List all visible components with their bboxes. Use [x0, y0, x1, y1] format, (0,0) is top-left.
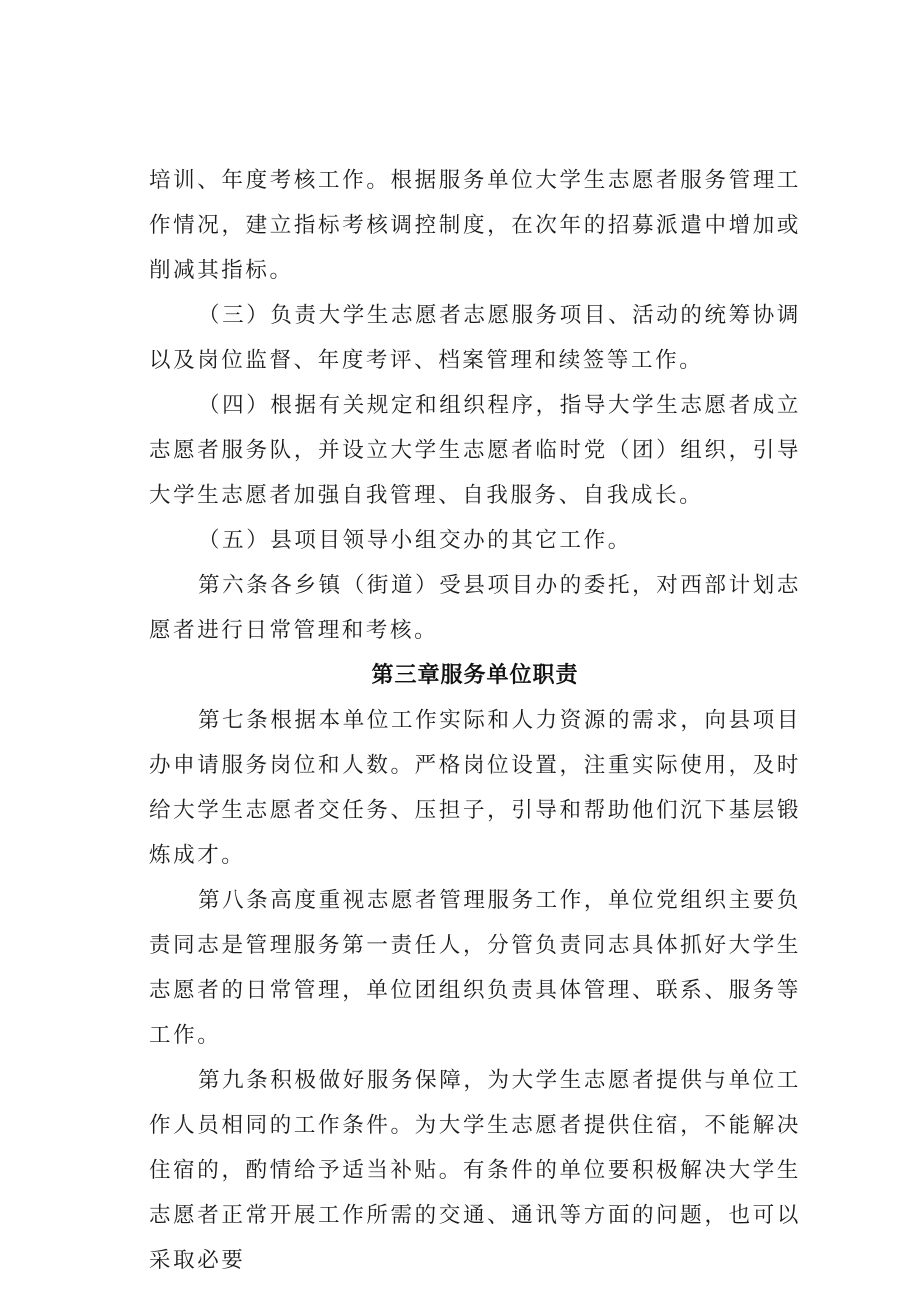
paragraph-article-six: 第六条各乡镇（街道）受县项目办的委托，对西部计划志愿者进行日常管理和考核。	[149, 573, 801, 643]
paragraph-article-eight: 第八条高度重视志愿者管理服务工作，单位党组织主要负责同志是管理服务第一责任人，分管负责同志具体抓好大学生志愿者的日常管理，单位团组织负责具体管理、联系、服务等工作。	[149, 888, 801, 1048]
paragraph-item-five: （五）县项目领导小组交办的其它工作。	[198, 528, 632, 553]
chapter-heading: 第三章服务单位职责	[371, 663, 579, 688]
paragraph-continued-training: 培训、年度考核工作。根据服务单位大学生志愿者服务管理工作情况，建立指标考核调控制度，在次年的招募派遣中增加或削减其指标。	[149, 168, 801, 283]
paragraph-item-four: （四）根据有关规定和组织程序，指导大学生志愿者成立志愿者服务队，并设立大学生志愿者临时党（团）组织，引导大学生志愿者加强自我管理、自我服务、自我成长。	[149, 393, 801, 508]
document-body	[149, 158, 801, 1283]
paragraph-article-seven: 第七条根据本单位工作实际和人力资源的需求，向县项目办申请服务岗位和人数。严格岗位设置，注重实际使用，及时给大学生志愿者交任务、压担子，引导和帮助他们沉下基层锻炼成才。	[149, 708, 801, 868]
paragraph-item-three: （三）负责大学生志愿者志愿服务项目、活动的统筹协调以及岗位监督、年度考评、档案管理和续签等工作。	[149, 303, 801, 373]
paragraph-article-nine: 第九条积极做好服务保障，为大学生志愿者提供与单位工作人员相同的工作条件。为大学生志愿者提供住宿，不能解决住宿的，酌情给予适当补贴。有条件的单位要积极解决大学生志愿者正常开展工作所需的交通、通讯等方面的问题，也可以采取必要	[149, 1068, 801, 1273]
